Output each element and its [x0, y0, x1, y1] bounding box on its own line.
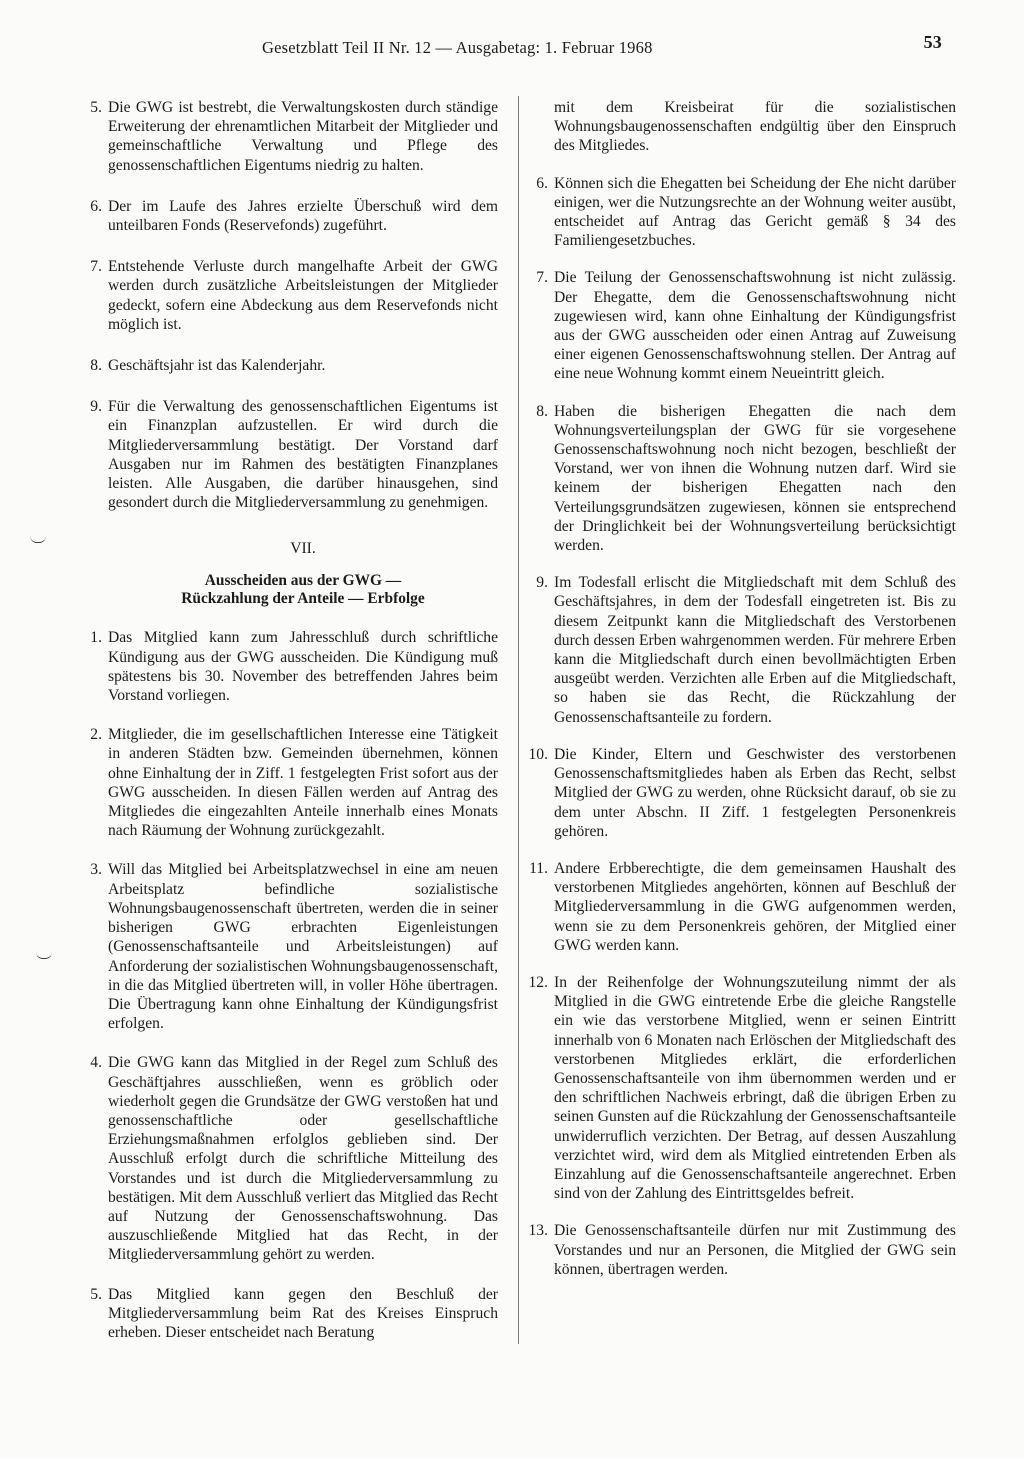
list-item: [78, 1285, 498, 1343]
item-number: 7.: [90, 258, 102, 276]
item-text: Will das Mitglied bei Arbeitsplatzwechsel in eine am neuen Arbeitsplatz befindliche sozialistische Wohnungsbaugenossenschaft übertreten, werden die in seiner bisherigen GWG erbrachten Eigenleistungen (Genossenschaftsanteile und Arbeitsleistungen) auf Anforderung der sozialistischen Wohnungsbaugenossenschaft, in die das Mitglied übertreten will, in voller Höhe übertragen. Die Übertragung kann ohne Einhaltung der Kündigungsfrist erfolgen.: [108, 861, 498, 1033]
item-text: In der Reihenfolge der Wohnungszuteilung nimmt der als Mitglied in die GWG eintretende Erbe die gleiche Rangstelle ein wie das verstorbene Mitglied, wenn er seinen Eintritt innerhalb von 6 Monaten nach Erlöschen der Mitgliedschaft des verstorbenen Mitgliedes erklärt, die erforderlichen Genossenschaftsanteile von ihm übernommen werden und er den schriftlichen Nachweis erbringt, daß die übrigen Erben zu seinen Gunsten auf die Rückzahlung der Genossenschaftsanteile unwiderruflich verzichten. Der Betrag, auf dessen Auszahlung verzichtet wird, wird dem als Mitglied eintretenden Erben als Einzahlung auf die Genossenschaftsanteile angerechnet. Erben sind von der Zahlung des Eintrittsgeldes befreit.: [554, 973, 956, 1203]
page-header: [262, 30, 942, 60]
item-number: 6.: [536, 174, 548, 192]
item-text: Können sich die Ehegatten bei Scheidung der Ehe nicht darüber einigen, wer die Nutzungsrechte an der Wohnung weiter ausübt, entscheidet auf Antrag das Gericht gemäß § 34 des Familiengesetzbuches.: [554, 174, 956, 250]
item-number: 2.: [90, 726, 102, 744]
section-title-line-2: Rückzahlung der Anteile — Erbfolge: [181, 590, 425, 608]
item-text: Der im Laufe des Jahres erzielte Überschuß wird dem unteilbaren Fonds (Reservefonds) zugeführt.: [108, 197, 498, 235]
list-item: [524, 1221, 956, 1279]
item-text: Im Todesfall erlischt die Mitgliedschaft mit dem Schluß des Geschäftsjahres, in dem der Todesfall eingetreten ist. Bis zu diesem Zeitpunkt kann die Mitgliedschaft des Verstorbenen durch dessen Erben wahrgenommen werden. Für mehrere Erben kann die Mitgliedschaft durch einen bevollmächtigten Erben ausgeübt werden. Verzichten alle Erben auf die Mitgliedschaft, so haben sie das Recht, die Rückzahlung der Genossenschaftsanteile zu fordern.: [554, 574, 956, 726]
margin-mark: [30, 536, 46, 543]
list-item: [78, 397, 498, 512]
list-item: [78, 356, 498, 375]
list-item: [524, 973, 956, 1203]
column-divider: [518, 96, 519, 1344]
item-number: 5.: [90, 1285, 102, 1303]
item-text: Das Mitglied kann zum Jahresschluß durch schriftliche Kündigung aus der GWG ausscheiden. Die Kündigung muß spätestens bis 30. November des betreffenden Jahres beim Vorstand vorliegen.: [108, 629, 498, 705]
list-item: [78, 628, 498, 705]
item-text: Geschäftsjahr ist das Kalenderjahr.: [108, 357, 326, 375]
item-number: 10.: [528, 745, 548, 763]
list-item: [78, 860, 498, 1033]
item-number: 8.: [536, 402, 548, 420]
list-item: [524, 402, 956, 556]
list-item: [524, 745, 956, 841]
item-text: Für die Verwaltung des genossenschaftlichen Eigentums ist ein Finanzplan aufzustellen. Er wird durch die Mitgliederversammlung bestätigt. Der Vorstand darf Ausgaben nur im Rahmen des bestätigten Finanzplanes leisten. Alle Ausgaben, die darüber hinausgehen, sind gesondert durch die Mitgliederversammlung zu genehmigen.: [108, 398, 498, 512]
list-item: [78, 725, 498, 840]
item-text: Die Genossenschaftsanteile dürfen nur mit Zustimmung des Vorstandes und nur an Personen, die Mitglied der GWG sein können, übertragen werden.: [554, 1222, 956, 1278]
item-number: 8.: [90, 357, 102, 375]
item-number: 13.: [528, 1222, 548, 1240]
page-number: 53: [923, 32, 942, 52]
item-text: Die Teilung der Genossenschaftswohnung ist nicht zulässig. Der Ehegatte, dem die Genossenschaftswohnung nicht zugewiesen wird, kann ohne Einhaltung der Kündigungsfrist aus der GWG ausscheiden oder einen Antrag auf Zuweisung einer eigenen Genossenschaftswohnung stellen. Der Antrag auf eine neue Wohnung kommt einem Neueintritt gleich.: [554, 269, 956, 383]
item-text: Die Kinder, Eltern und Geschwister des verstorbenen Genossenschaftsmitgliedes haben als Erben das Recht, selbst Mitglied der GWG zu werden, ohne Rücksicht darauf, ob sie zu dem unter Abschn. II Ziff. 1 festgelegten Personenkreis gehören.: [554, 745, 956, 840]
item-text: Die GWG kann das Mitglied in der Regel zum Schluß des Geschäftjahres ausschließen, wenn es gröblich oder wiederholt gegen die Grundsätze der GWG verstoßen hat und genossenschaftliche oder gesellschaftliche Erziehungsmaßnahmen erfolglos geblieben sind. Der Ausschluß erfolgt durch die schriftliche Mitteilung des Vorstandes und ist durch die Mitgliederversammlung zu bestätigen. Mit dem Ausschluß verliert das Mitglied das Recht auf Nutzung der Genossenschaftswohnung. Das auszuschließende Mitglied hat das Recht, in der Mitgliederversammlung gehört zu werden.: [108, 1054, 498, 1264]
item-number: 9.: [536, 574, 548, 592]
item-text: Entstehende Verluste durch mangelhafte Arbeit der GWG werden durch zusätzliche Arbeitsleistungen der Mitglieder gedeckt, sofern eine Abdeckung aus dem Reservefonds nicht möglich ist.: [108, 258, 498, 333]
item-number: 5.: [90, 99, 102, 116]
continued-text: mit dem Kreisbeirat für die sozialistischen Wohnungsbaugenossenschaften endgültig über den Einspruch des Mitgliedes.: [554, 99, 956, 155]
item-number: 11.: [529, 859, 548, 877]
item-number: 12.: [528, 973, 548, 991]
right-column: [524, 98, 956, 1279]
item-number: 7.: [536, 269, 548, 287]
list-item: [524, 573, 956, 727]
list-item: [78, 197, 498, 235]
item-text: Die GWG ist bestrebt, die Verwaltungskosten durch ständige Erweiterung der ehrenamtlichen Mitarbeit der Mitglieder und gemeinschaftliche Verwaltung und Pflege des genossenschaftlichen Eigentums niedrig zu halten.: [108, 99, 498, 174]
item-number: 6.: [90, 197, 102, 215]
list-item: [524, 859, 956, 955]
gazette-title: Gesetzblatt Teil II Nr. 12 — Ausgabetag: 1. Februar 1968: [262, 38, 653, 57]
item-text: Haben die bisherigen Ehegatten die nach dem Wohnungsverteilungsplan der GWG für sie vorgesehene Genossenschaftswohnung noch nicht bezogen, beschließt der Vorstand, wer von ihnen die Wohnung nutzen darf. Wird sie keinem der bisherigen Ehegatten nach den Verteilungsgrundsätzen zugewiesen, können sie entsprechend der Dringlichkeit bei der Wohnungsverteilung berücksichtigt werden.: [554, 402, 956, 555]
item-text: Mitglieder, die im gesellschaftlichen Interesse eine Tätigkeit in anderen Städten bzw. Gemeinden übernehmen, können ohne Einhaltung der in Ziff. 1 festgelegten Frist sofort aus der GWG ausscheiden. In diesen Fällen werden auf Antrag des Mitgliedes die eingezahlten Anteile innerhalb eines Monats nach Räumung der Wohnung zurückgezahlt.: [108, 726, 498, 840]
section-number: VII.: [290, 540, 316, 558]
item-number: 4.: [90, 1054, 102, 1072]
item-text: Andere Erbberechtigte, die dem gemeinsamen Haushalt des verstorbenen Mitgliedes angehörten, können auf Beschluß der Mitgliederversammlung in die GWG aufgenommen werden, wenn sie zu dem Personenkreis gehören, der Mitglied einer GWG werden kann.: [554, 859, 956, 954]
list-item: [78, 98, 498, 175]
item-number: 3.: [90, 861, 102, 879]
list-item: [524, 174, 956, 251]
list-item: [524, 268, 956, 383]
left-column: [78, 98, 498, 1342]
item-text: Das Mitglied kann gegen den Beschluß der Mitgliederversammlung beim Rat des Kreises Einspruch erheben. Dieser entscheidet nach Beratung: [108, 1285, 498, 1341]
list-item: [78, 1053, 498, 1264]
item-number: 1.: [90, 629, 102, 647]
margin-mark: [36, 952, 52, 959]
list-item: [78, 257, 498, 334]
item-number: 9.: [90, 398, 102, 416]
section-title-line-1: Ausscheiden aus der GWG —: [204, 572, 402, 590]
